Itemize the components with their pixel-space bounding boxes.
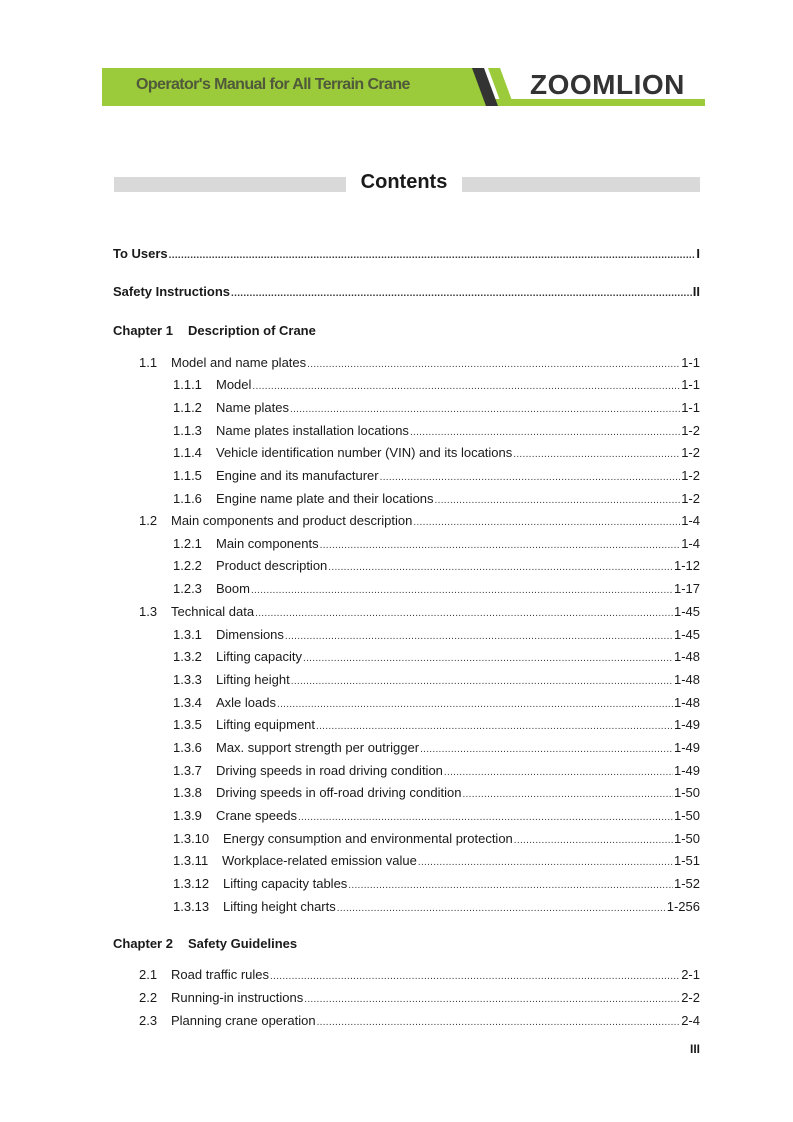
section-page: 2-2 (681, 990, 700, 1005)
toc-leader-dots (231, 286, 692, 302)
toc-subsection[interactable] (173, 785, 700, 803)
toc-subsection[interactable] (173, 808, 700, 826)
section-page: 1-2 (681, 423, 700, 438)
toc-subsection[interactable] (173, 740, 700, 758)
toc-section[interactable] (139, 355, 700, 373)
toc-leader-dots (444, 765, 673, 781)
section-page: 2-1 (681, 967, 700, 982)
section-title: Lifting equipment (216, 717, 316, 732)
toc-leader-dots (320, 538, 681, 554)
toc-leader-dots (307, 357, 680, 373)
section-page: 1-256 (666, 899, 700, 914)
section-page: 1-48 (673, 649, 700, 664)
section-number: 1.1 (139, 355, 158, 370)
section-title: Crane speeds (216, 808, 297, 823)
section-number: 1.2.3 (173, 581, 202, 596)
chapter-1-heading[interactable] (113, 323, 316, 338)
toc-leader-dots (252, 379, 680, 395)
toc-leader-dots (462, 787, 673, 803)
toc-leader-dots (291, 674, 673, 690)
section-title: Technical data (171, 604, 255, 619)
toc-section[interactable] (139, 513, 700, 531)
zoomlion-logo-text: ZOOMLION (530, 69, 685, 100)
section-page: 1-2 (681, 491, 700, 506)
toc-subsection[interactable] (173, 377, 700, 395)
section-page: 1-48 (673, 672, 700, 687)
chapter-label: Chapter 1 (113, 323, 173, 338)
toc-leader-dots (337, 901, 666, 917)
section-number: 1.3.13 (173, 899, 210, 914)
section-number: 2.3 (139, 1013, 158, 1028)
toc-leader-dots (255, 606, 673, 622)
section-number: 1.3.2 (173, 649, 202, 664)
toc-entry-title: To Users (113, 246, 168, 261)
toc-section[interactable] (139, 1013, 700, 1031)
section-page: 1-49 (673, 717, 700, 732)
section-title: Road traffic rules (171, 967, 270, 982)
section-title: Boom (216, 581, 250, 596)
toc-leader-dots (285, 629, 673, 645)
section-number: 1.1.5 (173, 468, 202, 483)
section-title: Vehicle identification number (VIN) and its locations (216, 445, 513, 460)
section-title: Lifting height charts (223, 899, 336, 914)
section-title: Workplace-related emission value (222, 853, 417, 868)
contents-bar-left (114, 177, 346, 192)
toc-section[interactable] (139, 604, 700, 622)
section-title: Model and name plates (171, 355, 307, 370)
section-number: 1.1.2 (173, 400, 202, 415)
toc-leader-dots (410, 425, 680, 441)
section-page: 1-4 (681, 513, 700, 528)
toc-subsection[interactable] (173, 876, 700, 894)
section-number: 1.3 (139, 604, 158, 619)
toc-leader-dots (316, 719, 673, 735)
toc-subsection[interactable] (173, 763, 700, 781)
section-number: 1.3.7 (173, 763, 202, 778)
section-page: 1-49 (673, 763, 700, 778)
section-page: 1-45 (673, 627, 700, 642)
toc-leader-dots (348, 878, 673, 894)
zoomlion-logo-icon (468, 68, 528, 106)
contents-title: Contents (360, 171, 448, 193)
section-page: 1-50 (673, 831, 700, 846)
toc-leader-dots (420, 742, 673, 758)
chapter-label: Chapter 2 (113, 936, 173, 951)
toc-leader-dots (513, 447, 680, 463)
toc-leader-dots (270, 969, 680, 985)
toc-subsection[interactable] (173, 558, 700, 576)
section-page: 1-12 (673, 558, 700, 573)
toc-subsection[interactable] (173, 581, 700, 599)
toc-entry-safety-instructions[interactable] (113, 284, 700, 302)
toc-leader-dots (277, 697, 673, 713)
section-title: Product description (216, 558, 328, 573)
toc-leader-dots (298, 810, 673, 826)
section-number: 1.3.5 (173, 717, 202, 732)
toc-subsection[interactable] (173, 536, 700, 554)
header-banner (102, 68, 705, 106)
section-number: 1.2.2 (173, 558, 202, 573)
toc-leader-dots (514, 833, 673, 849)
toc-section[interactable] (139, 990, 700, 1008)
toc-leader-dots (380, 470, 681, 486)
section-title: Running-in instructions (171, 990, 304, 1005)
section-title: Engine and its manufacturer (216, 468, 379, 483)
section-title: Engine name plate and their locations (216, 491, 434, 506)
section-page: 1-52 (673, 876, 700, 891)
section-number: 1.2.1 (173, 536, 202, 551)
chapter-2-heading[interactable] (113, 936, 297, 951)
toc-leader-dots (317, 1015, 681, 1031)
toc-entry-page: I (696, 246, 700, 261)
section-title: Main components and product description (171, 513, 413, 528)
section-page: 1-17 (673, 581, 700, 596)
toc-leader-dots (413, 515, 680, 531)
section-title: Driving speeds in off-road driving condition (216, 785, 462, 800)
toc-subsection[interactable] (173, 717, 700, 735)
section-number: 1.3.9 (173, 808, 202, 823)
toc-leader-dots (169, 248, 696, 264)
section-title: Lifting height (216, 672, 290, 687)
section-number: 1.3.3 (173, 672, 202, 687)
section-page: 1-4 (681, 536, 700, 551)
section-title: Model (216, 377, 252, 392)
toc-leader-dots (303, 651, 673, 667)
contents-bar-right (462, 177, 700, 192)
section-title: Planning crane operation (171, 1013, 316, 1028)
section-page: 1-48 (673, 695, 700, 710)
chapter-title: Description of Crane (188, 323, 316, 338)
section-number: 1.3.12 (173, 876, 210, 891)
section-number: 2.2 (139, 990, 158, 1005)
chapter-title: Safety Guidelines (188, 936, 298, 951)
section-title: Main components (216, 536, 319, 551)
section-page: 1-2 (681, 445, 700, 460)
toc-subsection[interactable] (173, 853, 700, 871)
manual-title: Operator's Manual for All Terrain Crane (136, 76, 410, 93)
section-title: Axle loads (216, 695, 276, 710)
toc-section[interactable] (139, 967, 700, 985)
toc-subsection[interactable] (173, 695, 700, 713)
section-title: Energy consumption and environmental protection (223, 831, 513, 846)
toc-subsection[interactable] (173, 423, 700, 441)
section-number: 1.3.6 (173, 740, 202, 755)
section-title: Max. support strength per outrigger (216, 740, 420, 755)
section-number: 1.3.1 (173, 627, 202, 642)
section-number: 1.1.3 (173, 423, 202, 438)
section-page: 1-49 (673, 740, 700, 755)
section-page: 1-2 (681, 468, 700, 483)
section-title: Dimensions (216, 627, 284, 642)
toc-subsection[interactable] (173, 899, 700, 917)
toc-entry-to-users[interactable] (113, 246, 700, 264)
section-number: 1.2 (139, 513, 158, 528)
toc-leader-dots (418, 855, 673, 871)
section-title: Lifting capacity tables (223, 876, 348, 891)
section-number: 1.1.6 (173, 491, 202, 506)
toc-subsection[interactable] (173, 445, 700, 463)
toc-leader-dots (328, 560, 673, 576)
section-number: 1.3.4 (173, 695, 202, 710)
toc-subsection[interactable] (173, 400, 700, 418)
toc-subsection[interactable] (173, 649, 700, 667)
toc-leader-dots (304, 992, 680, 1008)
toc-subsection[interactable] (173, 672, 700, 690)
toc-subsection[interactable] (173, 831, 700, 849)
section-page: 1-50 (673, 808, 700, 823)
section-page: 1-1 (681, 377, 700, 392)
section-number: 1.3.10 (173, 831, 210, 846)
section-page: 1-1 (681, 355, 700, 370)
section-number: 2.1 (139, 967, 158, 982)
toc-leader-dots (435, 493, 681, 509)
section-title: Lifting capacity (216, 649, 302, 664)
toc-leader-dots (251, 583, 673, 599)
section-number: 1.3.8 (173, 785, 202, 800)
toc-subsection[interactable] (173, 468, 700, 486)
section-number: 1.1.4 (173, 445, 202, 460)
section-title: Driving speeds in road driving condition (216, 763, 443, 778)
section-page: 1-45 (673, 604, 700, 619)
section-page: 2-4 (681, 1013, 700, 1028)
section-page: 1-1 (681, 400, 700, 415)
page-number: III (689, 1042, 700, 1056)
section-number: 1.1.1 (173, 377, 202, 392)
section-page: 1-51 (673, 853, 700, 868)
toc-subsection[interactable] (173, 491, 700, 509)
section-title: Name plates installation locations (216, 423, 409, 438)
section-page: 1-50 (673, 785, 700, 800)
toc-leader-dots (290, 402, 680, 418)
toc-subsection[interactable] (173, 627, 700, 645)
toc-entry-title: Safety Instructions (113, 284, 231, 299)
section-number: 1.3.11 (173, 853, 209, 868)
toc-entry-page: II (692, 284, 700, 299)
section-title: Name plates (216, 400, 289, 415)
